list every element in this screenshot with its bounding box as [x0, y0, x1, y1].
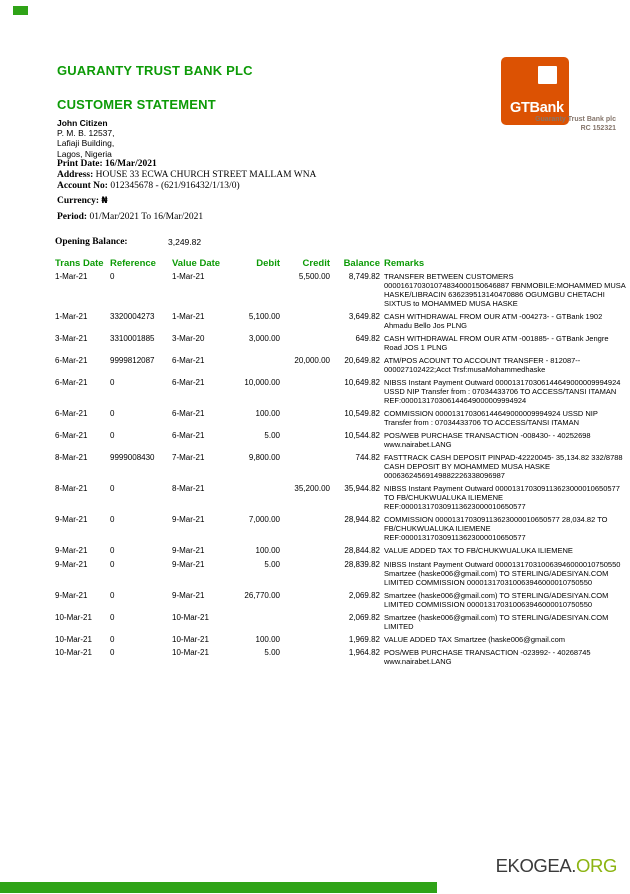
cell-debit [230, 356, 280, 374]
cell-debit: 100.00 [255, 409, 280, 418]
transaction-row [55, 546, 627, 556]
cell-debit: 100.00 [255, 634, 280, 644]
cell-trans-date: 6-Mar-21 [55, 378, 88, 387]
cell-value-date: 9-Mar-21 [172, 515, 205, 524]
header-balance: Balance [343, 258, 380, 269]
cell-debit: 100.00 [255, 546, 280, 555]
cell-balance: 10,549.82 [344, 409, 380, 418]
cell-credit [280, 431, 330, 449]
period-row [57, 212, 203, 222]
cell-credit [280, 515, 330, 542]
gtbank-logo-caption [535, 115, 616, 133]
opening-balance-label: Opening Balance: [55, 237, 128, 247]
cell-remarks: TRANSFER BETWEEN CUSTOMERS 000016170301074834000150646887 FBNMOBILE:MOHAMMED MUSA HASKE/LIBRACIN 636239513140470886 OGUMGBU CHETACHI SIXTUS to MOHAMMED MUSA HASKE [384, 272, 626, 308]
header-remarks: Remarks [384, 258, 425, 269]
cell-trans-date: 9-Mar-21 [55, 559, 88, 569]
cell-trans-date: 9-Mar-21 [55, 515, 88, 524]
cell-credit [280, 378, 330, 405]
cell-value-date: 6-Mar-21 [172, 409, 205, 418]
cell-debit: 5.00 [264, 431, 280, 440]
cell-remarks: NIBSS Instant Payment Outward 000013170310063946000010750550 Smartzee (haske006@gmail.com) TO STERLING/ADESIYAN.COM LIMITED COMMISSION 000013170310063946000010750550 [384, 559, 621, 587]
cell-remarks: NIBSS Instant Payment Outward 000013170306144649000009994924 USSD NIP Transfer from : 07034433706 TO ACCESS/TANSI ITAMAN REF:000013170306144649000009994924 [384, 378, 621, 405]
cell-balance: 2,069.82 [348, 612, 380, 622]
transactions-body [55, 272, 627, 666]
cell-remarks: POS/WEB PURCHASE TRANSACTION -023992- - 40268745 www.nairabet.LANG [384, 648, 591, 666]
cell-reference: 3320004273 [110, 312, 155, 321]
currency-row [57, 196, 108, 206]
cell-remarks: NIBSS Instant Payment Outward 000013170309113623000010650577 TO FB/CHUKWUALUKA ILIEMENE REF:000013170309113623000010650577 [384, 484, 620, 511]
cell-reference: 3310001885 [110, 334, 155, 343]
transaction-row [55, 635, 627, 645]
cell-debit: 5,100.00 [248, 312, 280, 321]
cell-remarks: ATM/POS ACOUNT TO ACCOUNT TRANSFER - 812087-- 000027102422;Acct Trsf:musaMohammedhaske [384, 356, 581, 374]
header-credit: Credit [302, 258, 330, 269]
cell-remarks: CASH WITHDRAWAL FROM OUR ATM -001885- - GTBank Jengre Road JOS 1 PLNG [384, 334, 609, 352]
cell-value-date: 1-Mar-21 [172, 272, 205, 281]
cell-balance: 10,649.82 [344, 378, 380, 387]
gtbank-logo-square-icon [538, 66, 557, 84]
cell-trans-date: 6-Mar-21 [55, 356, 88, 365]
print-date-row [57, 159, 157, 169]
cell-reference: 0 [110, 378, 115, 387]
cell-remarks: POS/WEB PURCHASE TRANSACTION -008430- - 40252698 www.nairabet.LANG [384, 431, 591, 449]
cell-debit: 10,000.00 [244, 378, 280, 387]
cell-reference: 0 [110, 272, 115, 281]
cell-trans-date: 6-Mar-21 [55, 409, 88, 418]
cell-credit [280, 334, 330, 352]
cell-trans-date: 8-Mar-21 [55, 453, 88, 462]
gtbank-logo-text: GTBank [510, 100, 564, 116]
cell-debit: 26,770.00 [244, 590, 280, 600]
header-reference: Reference [110, 258, 156, 269]
cell-trans-date: 3-Mar-21 [55, 334, 88, 343]
cell-value-date: 6-Mar-21 [172, 356, 205, 365]
cell-remarks: VALUE ADDED TAX Smartzee (haske006@gmail.com [384, 634, 566, 644]
cell-balance: 744.82 [355, 453, 380, 462]
transaction-row [55, 515, 627, 542]
cell-balance: 3,649.82 [348, 312, 380, 321]
cell-trans-date: 10-Mar-21 [55, 612, 92, 622]
cell-credit [280, 613, 330, 631]
cell-debit [230, 613, 280, 631]
cell-remarks: COMMISSION 000013170306144649000009994924 USSD NIP Transfer from : 07034433706 TO ACCESS/TANSI ITAMAN [384, 409, 598, 427]
cell-credit [280, 560, 330, 587]
cell-reference: 0 [110, 484, 115, 493]
cell-credit [280, 591, 330, 609]
transaction-row [55, 560, 627, 587]
address-label: Address: [57, 170, 94, 180]
customer-address-line-2: Lafiaji Building, [57, 138, 115, 149]
transaction-row [55, 334, 627, 352]
cell-credit [280, 546, 330, 556]
cell-reference: 9999008430 [110, 453, 155, 462]
print-date-label: Print Date: [57, 159, 103, 169]
cell-balance: 2,069.82 [348, 590, 380, 600]
transaction-row [55, 453, 627, 480]
cell-trans-date: 10-Mar-21 [55, 634, 92, 644]
customer-address-line-3: Lagos, Nigeria [57, 148, 112, 159]
cell-value-date: 10-Mar-21 [172, 648, 209, 657]
cell-credit [280, 635, 330, 645]
cell-balance: 1,964.82 [348, 648, 380, 657]
period-value: 01/Mar/2021 To 16/Mar/2021 [89, 212, 204, 222]
cell-value-date: 10-Mar-21 [172, 634, 209, 644]
gtbank-caption-line-1: Guaranty Trust Bank plc [535, 116, 616, 123]
cell-credit: 5,500.00 [298, 272, 330, 281]
statement-title: CUSTOMER STATEMENT [57, 97, 216, 112]
address-row [57, 170, 316, 180]
cell-reference: 0 [110, 431, 115, 440]
cell-reference: 0 [110, 515, 115, 524]
cell-remarks: Smartzee (haske006@gmail.com) TO STERLING/ADESIYAN.COM LIMITED COMMISSION 000013170310063946000010750550 [384, 590, 609, 609]
cell-trans-date: 9-Mar-21 [55, 590, 88, 600]
cell-value-date: 9-Mar-21 [172, 546, 205, 555]
transaction-row [55, 591, 627, 609]
corner-green-mark [13, 6, 28, 15]
cell-value-date: 3-Mar-20 [172, 334, 205, 343]
currency-label: Currency: [57, 196, 100, 206]
account-value: 012345678 - (621/916432/1/13/0) [110, 181, 240, 191]
cell-debit: 7,000.00 [248, 515, 280, 524]
cell-balance: 20,649.82 [344, 356, 380, 365]
opening-balance-value: 3,249.82 [168, 237, 202, 247]
cell-value-date: 9-Mar-21 [172, 590, 205, 600]
cell-balance: 10,544.82 [344, 431, 380, 440]
header-debit: Debit [256, 258, 280, 269]
transactions-table [55, 258, 627, 670]
period-label: Period: [57, 212, 88, 222]
cell-reference: 0 [110, 634, 115, 644]
cell-balance: 1,969.82 [348, 634, 380, 644]
cell-credit: 35,200.00 [294, 484, 330, 493]
address-value: HOUSE 33 ECWA CHURCH STREET MALLAM WNA [95, 170, 317, 180]
naira-symbol: ₦ [101, 196, 108, 206]
cell-reference: 0 [110, 648, 115, 657]
transaction-row [55, 312, 627, 330]
cell-remarks: CASH WITHDRAWAL FROM OUR ATM -004273- - GTBank 1902 Ahmadu Bello Jos PLNG [384, 312, 603, 330]
print-date-value: 16/Mar/2021 [105, 159, 157, 169]
cell-balance: 649.82 [355, 334, 380, 343]
transaction-row [55, 648, 627, 666]
cell-trans-date: 9-Mar-21 [55, 546, 88, 555]
cell-balance: 28,839.82 [344, 559, 380, 569]
transaction-row [55, 356, 627, 374]
cell-trans-date: 1-Mar-21 [55, 312, 88, 321]
cell-credit: 20,000.00 [294, 356, 330, 365]
cell-trans-date: 8-Mar-21 [55, 484, 88, 493]
cell-value-date: 9-Mar-21 [172, 559, 205, 569]
transaction-row [55, 378, 627, 405]
cell-reference: 9999812087 [110, 356, 155, 365]
cell-value-date: 7-Mar-21 [172, 453, 205, 462]
cell-reference: 0 [110, 546, 115, 555]
gtbank-caption-line-2: RC 152321 [580, 125, 616, 132]
footer-green-bar [0, 882, 437, 893]
customer-block [57, 118, 115, 159]
cell-value-date: 10-Mar-21 [172, 612, 209, 622]
cell-debit: 5.00 [264, 648, 280, 657]
cell-credit [280, 453, 330, 480]
cell-credit [280, 312, 330, 330]
cell-reference: 0 [110, 590, 115, 600]
footer-brand-name: EKOGEA. [495, 855, 577, 876]
cell-credit [280, 409, 330, 427]
footer-brand [496, 855, 617, 877]
cell-trans-date: 10-Mar-21 [55, 648, 92, 657]
cell-debit: 9,800.00 [248, 453, 280, 462]
header-value-date: Value Date [172, 258, 221, 269]
transaction-row [55, 272, 627, 308]
cell-remarks: Smartzee (haske006@gmail.com) TO STERLING/ADESIYAN.COM LIMITED [384, 612, 609, 631]
cell-remarks: COMMISSION 000013170309113623000010650577 28,034.82 TO FB/CHUKWUALUKA ILIEMENE REF:000013170309113623000010650577 [384, 515, 608, 542]
account-row [57, 181, 240, 191]
cell-value-date: 1-Mar-21 [172, 312, 205, 321]
cell-value-date: 6-Mar-21 [172, 431, 205, 440]
transaction-row [55, 613, 627, 631]
cell-debit [230, 484, 280, 511]
customer-name: John Citizen [57, 118, 108, 128]
cell-remarks: VALUE ADDED TAX TO FB/CHUKWUALUKA ILIEMENE [384, 546, 573, 555]
footer-brand-tld: ORG [576, 855, 617, 876]
cell-trans-date: 6-Mar-21 [55, 431, 88, 440]
transaction-row [55, 409, 627, 427]
customer-address-line-1: P. M. B. 12537, [57, 128, 115, 139]
cell-debit [230, 272, 280, 308]
cell-balance: 28,944.82 [344, 515, 380, 524]
cell-value-date: 6-Mar-21 [172, 378, 205, 387]
account-label: Account No: [57, 181, 108, 191]
header-trans-date: Trans Date [55, 258, 104, 269]
cell-reference: 0 [110, 559, 115, 569]
cell-debit: 5.00 [264, 559, 280, 569]
cell-value-date: 8-Mar-21 [172, 484, 205, 493]
cell-balance: 35,944.82 [344, 484, 380, 493]
bank-title: GUARANTY TRUST BANK PLC [57, 63, 253, 78]
cell-reference: 0 [110, 612, 115, 622]
cell-credit [280, 648, 330, 666]
transaction-row [55, 484, 627, 511]
cell-trans-date: 1-Mar-21 [55, 272, 88, 281]
cell-reference: 0 [110, 409, 115, 418]
transaction-row [55, 431, 627, 449]
cell-balance: 8,749.82 [348, 272, 380, 281]
cell-balance: 28,844.82 [344, 546, 380, 555]
cell-debit: 3,000.00 [248, 334, 280, 343]
cell-remarks: FASTTRACK CASH DEPOSIT PINPAD-42220045- 35,134.82 332/8788 CASH DEPOSIT BY MOHAMMED MUSA HASKE 00063624569149882226338096987 [384, 453, 623, 480]
transactions-header-row [55, 258, 627, 269]
